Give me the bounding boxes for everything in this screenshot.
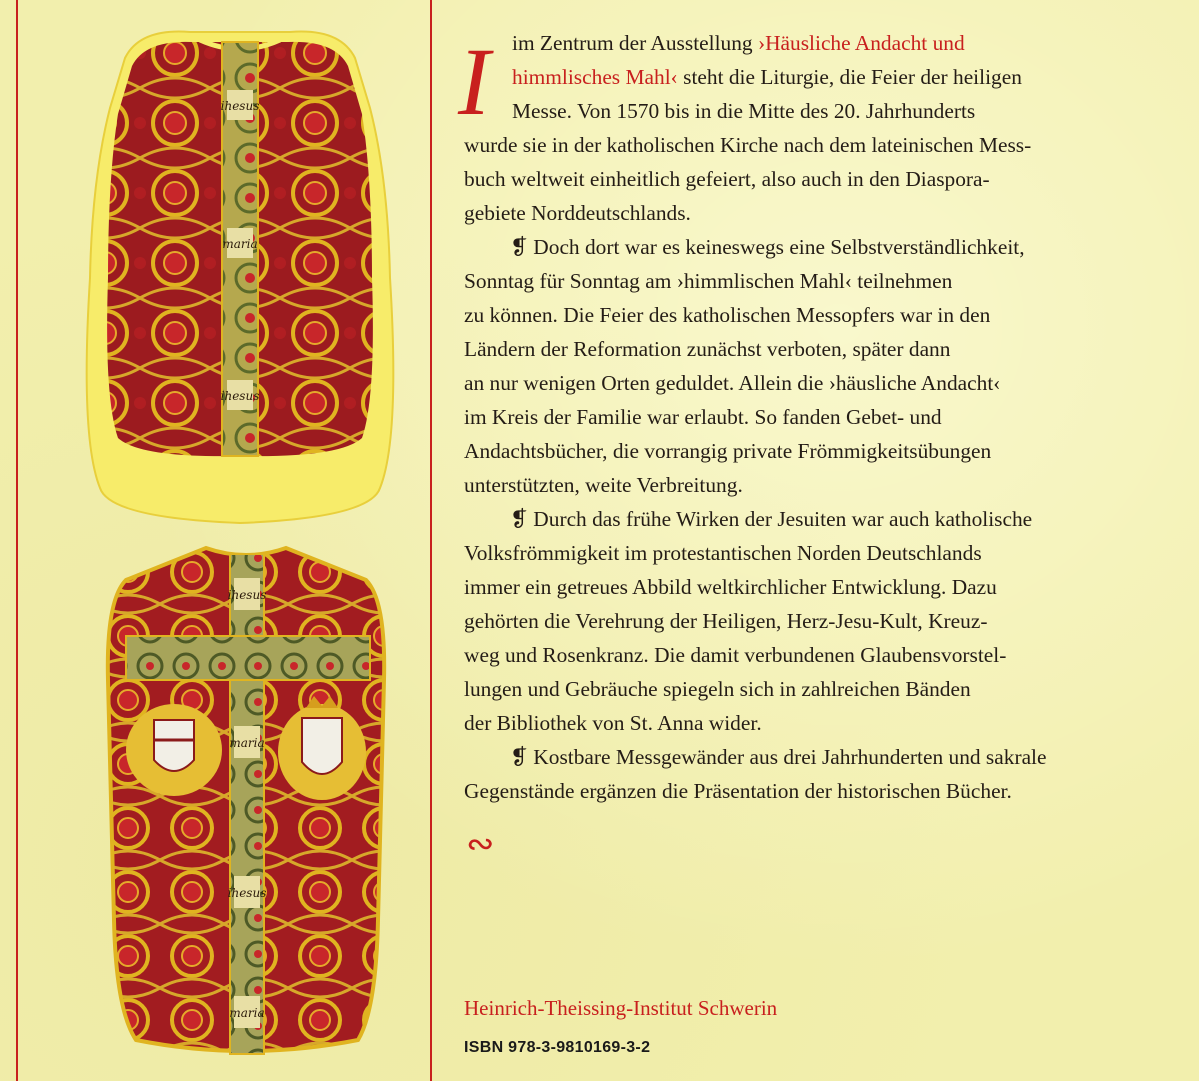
paragraph-2-line-1 xyxy=(464,230,1184,264)
front-orphrey-label-1-text: ihesus xyxy=(227,588,267,602)
line-2-text: steht die Liturgie, die Feier der heiligen xyxy=(677,65,1022,89)
text-line-3: Messe. Von 1570 bis in die Mitte des 20. Jahrhunderts xyxy=(512,99,976,123)
exhibition-title-part-1: ›Häusliche Andacht und xyxy=(757,31,965,55)
pilcrow-icon: ❡ xyxy=(510,235,528,259)
text-line-6: gebiete Norddeutschlands. xyxy=(464,201,691,225)
column-red-rule xyxy=(430,0,432,1081)
chasuble-front-photo xyxy=(96,540,396,1068)
exhibition-title-part-2: himmlisches Mahl‹ xyxy=(512,65,678,89)
line-1-text: im Zentrum der Ausstellung xyxy=(512,31,758,55)
paragraph-3-line-4: gehörten die Verehrung der Heiligen, Herz-Jesu-Kult, Kreuz- xyxy=(464,609,988,633)
front-orphrey-label-4-text: maria xyxy=(229,1006,265,1020)
paragraph-2-line-5: an nur wenigen Orten geduldet. Allein die ›häusliche Andacht‹ xyxy=(464,371,1001,395)
chasuble-back-illustration xyxy=(70,18,410,528)
paragraph-2-line-2: Sonntag für Sonntag am ›himmlischen Mahl‹ teilnehmen xyxy=(464,269,953,293)
paragraph-3-line-5: weg und Rosenkranz. Die damit verbundenen Glaubensvorstel- xyxy=(464,643,1007,667)
pilcrow-icon: ❡ xyxy=(510,507,528,531)
publisher-name: Heinrich-Theissing-Institut Schwerin xyxy=(464,996,778,1020)
orphrey-label-3-text: ihesus xyxy=(220,389,260,403)
paragraph-3-line-2: Volksfrömmigkeit im protestantischen Norden Deutschlands xyxy=(464,541,982,565)
front-orphrey-label-2-text: maria xyxy=(229,736,265,750)
orphrey-label-1-text: ihesus xyxy=(220,99,260,113)
paragraph-3-line-6: lungen und Gebräuche spiegeln sich in zahlreichen Bänden xyxy=(464,677,971,701)
paragraph-4-line-2: Gegenstände ergänzen die Präsentation der historischen Bücher. xyxy=(464,779,1012,803)
pilcrow-icon: ❡ xyxy=(510,745,528,769)
paragraph-2-line-7: Andachtsbücher, die vorrangig private Frömmigkeitsübungen xyxy=(464,439,992,463)
paragraph-3-line-1 xyxy=(464,502,1184,536)
chasuble-front-illustration xyxy=(96,540,396,1068)
paragraph-2-line-6: im Kreis der Familie war erlaubt. So fanden Gebet- und xyxy=(464,405,942,429)
orphrey-label-2-text: maria xyxy=(222,237,258,251)
paragraph-2-line-3: zu können. Die Feier des katholischen Messopfers war in den xyxy=(464,303,991,327)
ornament-icon: ∾ xyxy=(466,824,495,864)
left-red-rule xyxy=(16,0,18,1081)
paragraph-3-line-7: der Bibliothek von St. Anna wider. xyxy=(464,711,762,735)
front-orphrey-label-3-text: ihesus xyxy=(227,886,267,900)
drop-cap: I xyxy=(458,28,490,135)
coat-of-arms-left xyxy=(126,704,222,796)
paragraph-2-line-4: Ländern der Reformation zunächst verboten, später dann xyxy=(464,337,951,361)
p4-line-1-text: Kostbare Messgewänder aus drei Jahrhunderten und sakrale xyxy=(533,745,1047,769)
chasuble-back-photo xyxy=(70,18,410,528)
paragraph-2-line-8: unterstützten, weite Verbreitung. xyxy=(464,473,743,497)
p3-line-1-text: Durch das frühe Wirken der Jesuiten war auch katholische xyxy=(533,507,1033,531)
text-line-2 xyxy=(464,60,1184,94)
p2-line-1-text: Doch dort war es keineswegs eine Selbstverständlichkeit, xyxy=(533,235,1025,259)
text-line-5: buch weltweit einheitlich gefeiert, also auch in den Diaspora- xyxy=(464,167,990,191)
isbn-number: ISBN 978-3-9810169-3-2 xyxy=(464,1039,651,1056)
body-text xyxy=(458,26,1184,808)
text-line-1 xyxy=(464,26,1184,60)
paragraph-4-line-1 xyxy=(464,740,1184,774)
paragraph-3-line-3: immer ein getreues Abbild weltkirchlicher Entwicklung. Dazu xyxy=(464,575,997,599)
text-line-4: wurde sie in der katholischen Kirche nach dem lateinischen Mess- xyxy=(464,133,1032,157)
